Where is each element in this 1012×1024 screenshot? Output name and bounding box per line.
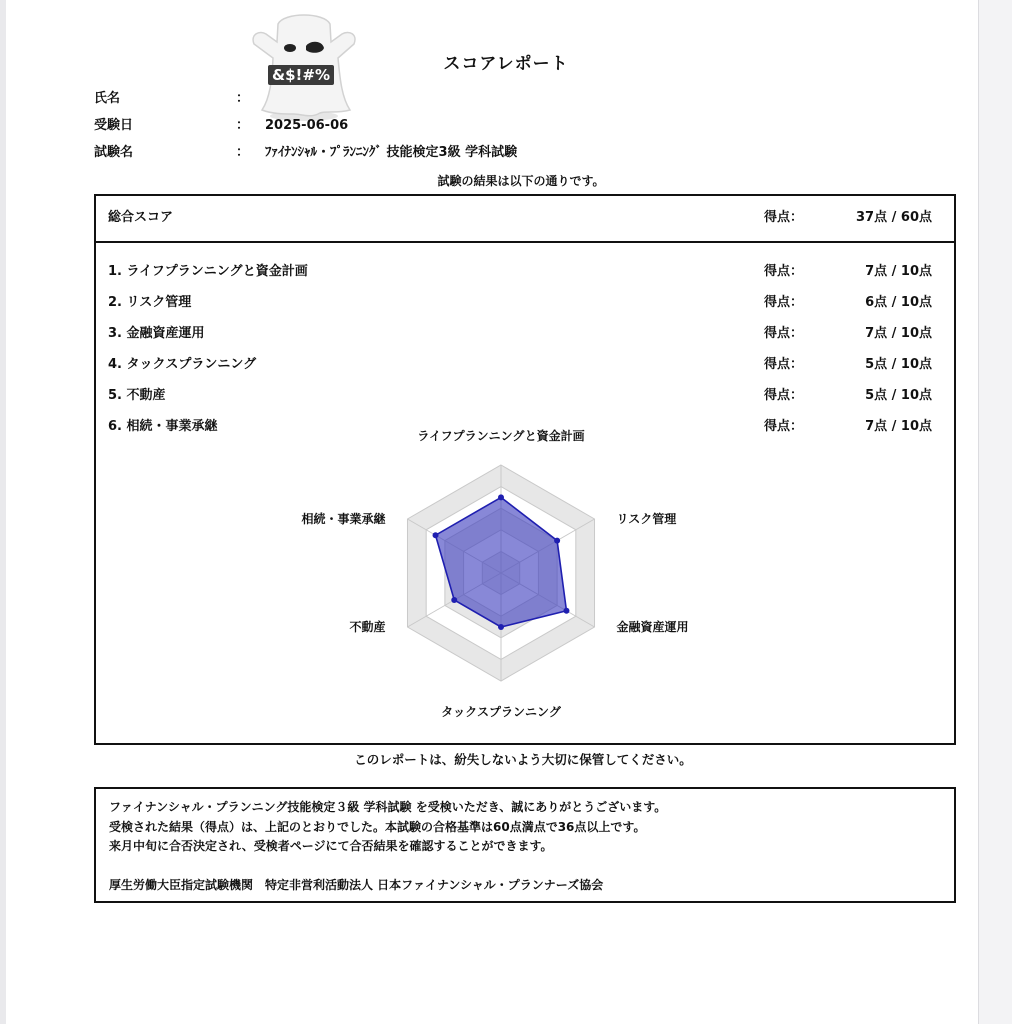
radar-point [498,624,504,630]
score-box [94,194,956,745]
section-name: 1. ライフプランニングと資金計画 [108,264,308,279]
section-name: 5. 不動産 [108,388,166,403]
score-label: 得点： [764,388,804,403]
report-title: スコアレポート [443,54,569,74]
radar-axis-label: タックスプランニング [441,705,561,719]
section-score: 5点 / 10点 [865,388,932,403]
section-name: 3. 金融資産運用 [108,326,205,341]
info-colon: ： [236,145,250,160]
section-score: 6点 / 10点 [865,295,932,310]
radar-chart [96,196,954,743]
radar-axis-label: 相続・事業承継 [301,512,386,526]
score-label: 得点： [764,210,804,225]
radar-point [498,494,504,500]
page-edge [978,0,1012,1024]
radar-axis-label: ライフプランニングと資金計画 [417,429,585,443]
info-label: 試験名 [94,145,134,160]
score-label: 得点： [764,419,804,434]
ghost-label-text: &$!#% [272,66,330,84]
radar-axis-label: 金融資産運用 [616,620,689,634]
radar-axis-label: 不動産 [349,620,386,634]
section-name: 6. 相続・事業承継 [108,419,218,434]
intro-text: 試験の結果は以下の通りです。 [437,174,605,188]
score-label: 得点： [764,326,804,341]
total-score-value: 37点 / 60点 [856,210,932,225]
radar-point [563,608,569,614]
section-name: 2. リスク管理 [108,295,192,310]
score-label: 得点： [764,264,804,279]
section-name: 4. タックスプランニング [108,357,257,372]
radar-axis-label: リスク管理 [616,512,677,526]
info-colon: ： [236,91,250,106]
info-colon: ： [236,118,250,133]
section-score: 5点 / 10点 [865,357,932,372]
total-score-title: 総合スコア [108,210,174,225]
section-score: 7点 / 10点 [865,264,932,279]
info-label: 氏名 [94,91,121,106]
ghost-left-eye [284,44,296,52]
score-label: 得点： [764,357,804,372]
notice-line: 来月中旬に合否決定され、受検者ページにて合否結果を確認することができます。 [109,839,553,853]
radar-point [433,532,439,538]
radar-point [554,538,560,544]
notice-issuer: 厚生労働大臣指定試験機関 特定非営利活動法人 日本ファイナンシャル・プランナーズ協会 [109,878,604,892]
notice-line: 受検された結果（得点）は、上記のとおりでした。本試験の合格基準は60点満点で36点以上です。 [109,820,646,834]
section-score: 7点 / 10点 [865,419,932,434]
radar-point [451,597,457,603]
notice-line: ファイナンシャル・プランニング技能検定３級 学科試験 を受検いただき、誠にありがとうございます。 [109,800,667,814]
info-value: 2025-06-06 [265,118,349,133]
notice-box [94,787,956,903]
keep-note: このレポートは、紛失しないよう大切に保管してください。 [354,752,692,767]
info-value: ﾌｧｲﾅﾝｼｬﾙ・ﾌﾟﾗﾝﾆﾝｸﾞ 技能検定3級 学科試験 [265,145,518,160]
info-label: 受験日 [94,118,134,133]
score-label: 得点： [764,295,804,310]
ghost-avatar [238,10,370,122]
section-score: 7点 / 10点 [865,326,932,341]
